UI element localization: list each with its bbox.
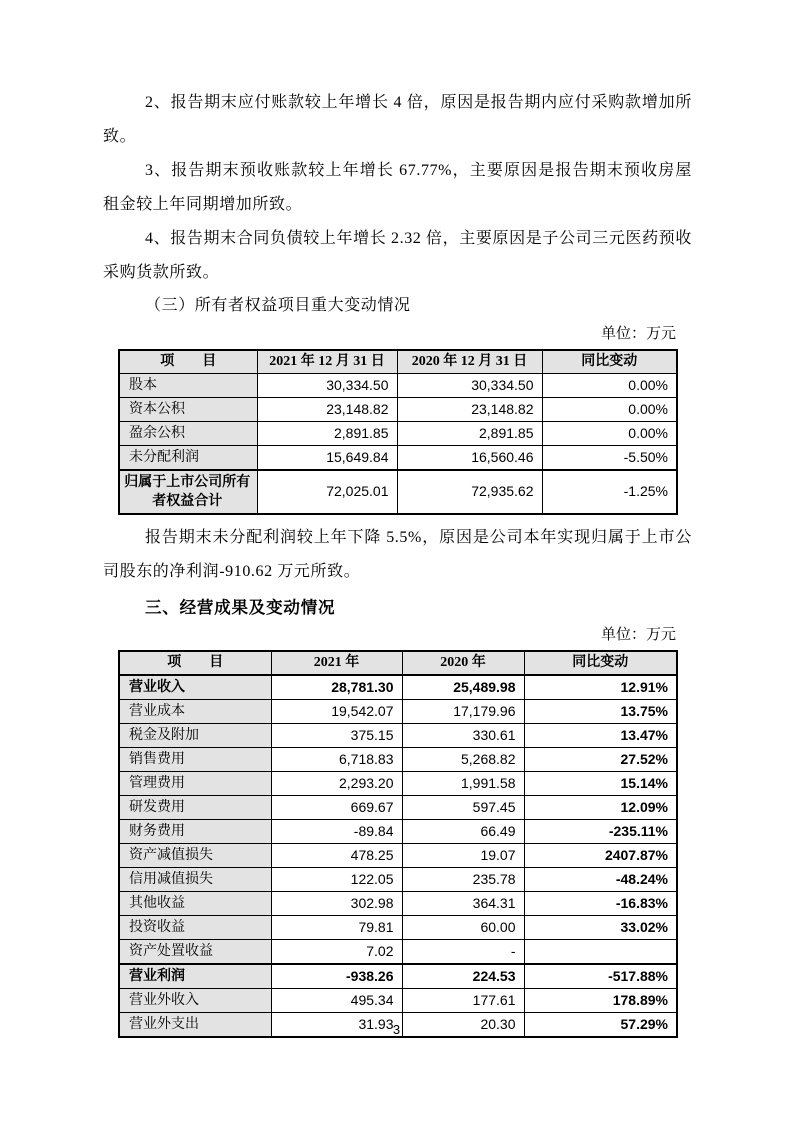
note-retained-earnings: 报告期末未分配利润较上年下降 5.5%，原因是公司本年实现归属于上市公司股东的净利润-910.62 万元所致。 [103,528,692,580]
table-row [119,421,677,445]
cell-2020: 20.30 [402,1012,524,1037]
row-label: 盈余公积 [119,421,257,445]
cell-change: -235.11% [524,819,677,843]
cell-2020: 224.53 [402,964,524,989]
cell-2021: 669.67 [271,795,402,819]
cell-2020: 235.78 [402,867,524,891]
row-label: 销售费用 [119,747,271,771]
column-header: 2021 年 [271,651,402,675]
cell-2020: 1,991.58 [402,771,524,795]
column-header: 2020 年 12 月 31 日 [397,350,542,373]
row-label: 归属于上市公司所有者权益合计 [119,470,257,514]
row-label: 资产处置收益 [119,939,271,964]
cell-2020: 25,489.98 [402,675,524,700]
cell-change: 33.02% [524,915,677,939]
column-header: 2020 年 [402,651,524,675]
cell-2021: 19,542.07 [271,699,402,723]
cell-change: -5.50% [542,445,677,470]
page-number: 3 [392,1022,401,1037]
cell-change: -16.83% [524,891,677,915]
column-header: 同比变动 [524,651,677,675]
cell-2020: 330.61 [402,723,524,747]
column-header: 同比变动 [542,350,677,373]
table-row [119,675,677,700]
row-label: 营业收入 [119,675,271,700]
cell-2021: 122.05 [271,867,402,891]
row-label: 未分配利润 [119,445,257,470]
table-row [119,843,677,867]
cell-2021: 15,649.84 [257,445,397,470]
paragraph-advance-receipts: 3、报告期末预收账款较上年增长 67.77%，主要原因是报告期末预收房屋租金较上年同期增加所致。 [103,162,692,213]
cell-2020: 19.07 [402,843,524,867]
cell-change: 27.52% [524,747,677,771]
cell-change: 0.00% [542,373,677,397]
table-row [119,819,677,843]
operating-results-table [118,650,678,1038]
cell-change: -1.25% [542,470,677,514]
row-label: 营业外收入 [119,988,271,1012]
cell-2021: 302.98 [271,891,402,915]
table-row [119,470,677,514]
cell-change: 13.47% [524,723,677,747]
column-header: 项 目 [119,651,271,675]
cell-2021: 31.93 [271,1012,402,1037]
row-label: 投资收益 [119,915,271,939]
cell-2021: -89.84 [271,819,402,843]
cell-2021: 72,025.01 [257,470,397,514]
cell-change: -48.24% [524,867,677,891]
cell-2020: 364.31 [402,891,524,915]
cell-2021: -938.26 [271,964,402,989]
row-label: 营业外支出 [119,1012,271,1037]
cell-2020: 66.49 [402,819,524,843]
table-row [119,747,677,771]
cell-change: 0.00% [542,421,677,445]
cell-change: 13.75% [524,699,677,723]
unit-label-equity: 单位：万元 [600,326,676,342]
cell-change: 57.29% [524,1012,677,1037]
cell-2021: 28,781.30 [271,675,402,700]
cell-change: 12.09% [524,795,677,819]
table-row [119,397,677,421]
cell-2020: - [402,939,524,964]
equity-changes-table [118,349,678,515]
table-row [119,988,677,1012]
row-label: 营业成本 [119,699,271,723]
cell-change: -517.88% [524,964,677,989]
subsection-heading-equity-changes: （三）所有者权益项目重大变动情况 [145,297,411,314]
column-header: 2021 年 12 月 31 日 [257,350,397,373]
cell-2021: 2,891.85 [257,421,397,445]
cell-change: 12.91% [524,675,677,700]
paragraph-accounts-payable: 2、报告期末应付账款较上年增长 4 倍，原因是报告期内应付采购款增加所致。 [103,94,692,145]
cell-change: 15.14% [524,771,677,795]
cell-2021: 495.34 [271,988,402,1012]
table-row [119,891,677,915]
column-header: 项 目 [119,350,257,373]
row-label: 信用减值损失 [119,867,271,891]
cell-change [524,939,677,964]
cell-2020: 23,148.82 [397,397,542,421]
table-row [119,915,677,939]
paragraph-contract-liabilities: 4、报告期末合同负债较上年增长 2.32 倍，主要原因是子公司三元医药预收采购货款所致。 [103,230,692,281]
row-label: 管理费用 [119,771,271,795]
table-row [119,771,677,795]
cell-2020: 30,334.50 [397,373,542,397]
cell-2020: 72,935.62 [397,470,542,514]
row-label: 财务费用 [119,819,271,843]
section-heading-operating-results: 三、经营成果及变动情况 [145,597,336,617]
table-row [119,964,677,989]
row-label: 研发费用 [119,795,271,819]
table-row [119,445,677,470]
cell-change: 178.89% [524,988,677,1012]
table-row [119,723,677,747]
row-label: 营业利润 [119,964,271,989]
row-label: 税金及附加 [119,723,271,747]
cell-2021: 30,334.50 [257,373,397,397]
cell-2020: 597.45 [402,795,524,819]
table-row [119,939,677,964]
unit-label-operating: 单位：万元 [600,626,676,643]
cell-2021: 478.25 [271,843,402,867]
row-label: 股本 [119,373,257,397]
cell-2021: 23,148.82 [257,397,397,421]
table-row [119,373,677,397]
row-label: 其他收益 [119,891,271,915]
cell-2020: 177.61 [402,988,524,1012]
cell-change: 2407.87% [524,843,677,867]
cell-2021: 6,718.83 [271,747,402,771]
row-label: 资本公积 [119,397,257,421]
table-row [119,795,677,819]
cell-change: 0.00% [542,397,677,421]
row-label: 资产减值损失 [119,843,271,867]
cell-2020: 5,268.82 [402,747,524,771]
cell-2021: 7.02 [271,939,402,964]
cell-2020: 2,891.85 [397,421,542,445]
cell-2021: 375.15 [271,723,402,747]
table-row [119,867,677,891]
table-row [119,699,677,723]
cell-2020: 16,560.46 [397,445,542,470]
cell-2021: 2,293.20 [271,771,402,795]
cell-2020: 60.00 [402,915,524,939]
cell-2021: 79.81 [271,915,402,939]
cell-2020: 17,179.96 [402,699,524,723]
